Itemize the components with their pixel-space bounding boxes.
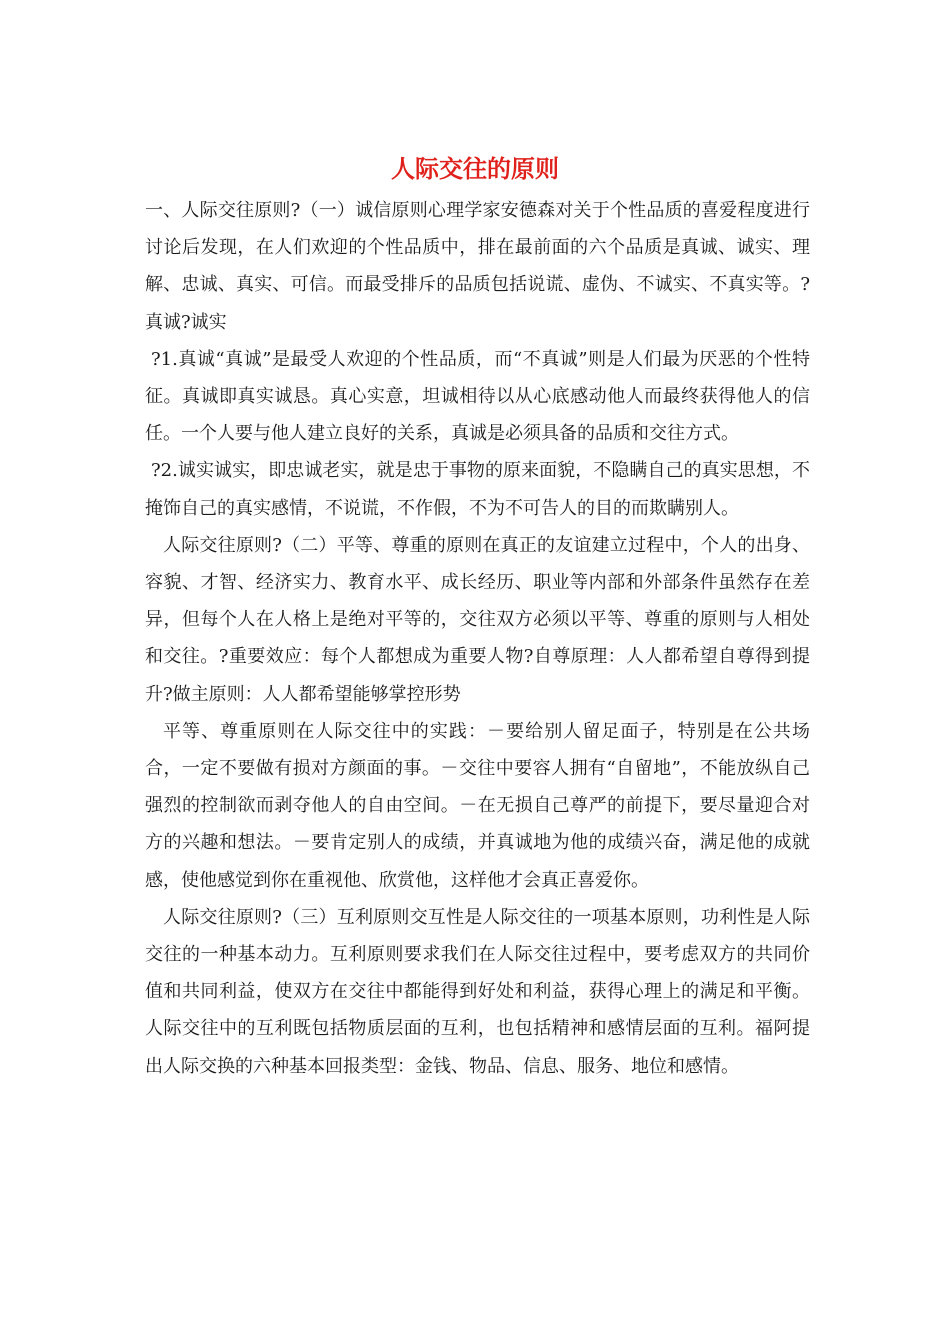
document-title: 人际交往的原则 — [391, 155, 559, 183]
paragraph-equality-practice: 平等、尊重原则在人际交往中的实践：－要给别人留足面子，特别是在公共场合，一定不要做有损对方颜面的事。－交往中要容人拥有“自留地”，不能放纵自己强烈的控制欲而剥夺他人的自由空间。－在无损自己尊严的前提下，要尽量迎合对方的兴趣和想法。－要肯定别人的成绩，并真诚地为他的成绩兴奋，满足他的成就感，使他感觉到你在重视他、欣赏他，这样他才会真正喜爱你。 — [145, 720, 810, 891]
paragraph-honesty: ?2.诚实诚实，即忠诚老实，就是忠于事物的原来面貌，不隐瞒自己的真实思想，不掩饰自己的真实感情，不说谎，不作假，不为不可告人的目的而欺瞒别人。 — [145, 460, 810, 519]
paragraph-mutual-benefit: 人际交往原则?（三）互利原则交互性是人际交往的一项基本原则，功利性是人际交往的一种基本动力。互利原则要求我们在人际交往过程中，要考虑双方的共同价值和共同利益，使双方在交往中都能得到好处和利益，获得心理上的满足和平衡。人际交往中的互利既包括物质层面的互利，也包括精神和感情层面的互利。福阿提出人际交换的六种基本回报类型：金钱、物品、信息、服务、地位和感情。 — [145, 906, 810, 1077]
paragraph-intro-honesty: 一、人际交往原则?（一）诚信原则心理学家安德森对关于个性品质的喜爱程度进行讨论后发现，在人们欢迎的个性品质中，排在最前面的六个品质是真诚、诚实、理解、忠诚、真实、可信。而最受排斥的品质包括说谎、虚伪、不诚实、不真实等。?真诚?诚实 — [145, 200, 810, 333]
document-body — [145, 192, 810, 1085]
paragraph-equality-respect: 人际交往原则?（二）平等、尊重的原则在真正的友谊建立过程中，个人的出身、容貌、才智、经济实力、教育水平、成长经历、职业等内部和外部条件虽然存在差异，但每个人在人格上是绝对平等的，交往双方必须以平等、尊重的原则与人相处和交往。?重要效应：每个人都想成为重要人物?自尊原理：人人都希望自尊得到提升?做主原则：人人都希望能够掌控形势 — [145, 534, 810, 705]
paragraph-sincerity: ?1.真诚“真诚”是最受人欢迎的个性品质，而“不真诚”则是人们最为厌恶的个性特征。真诚即真实诚恳。真心实意，坦诚相待以从心底感动他人而最终获得他人的信任。一个人要与他人建立良好的关系，真诚是必须具备的品质和交往方式。 — [145, 348, 810, 445]
